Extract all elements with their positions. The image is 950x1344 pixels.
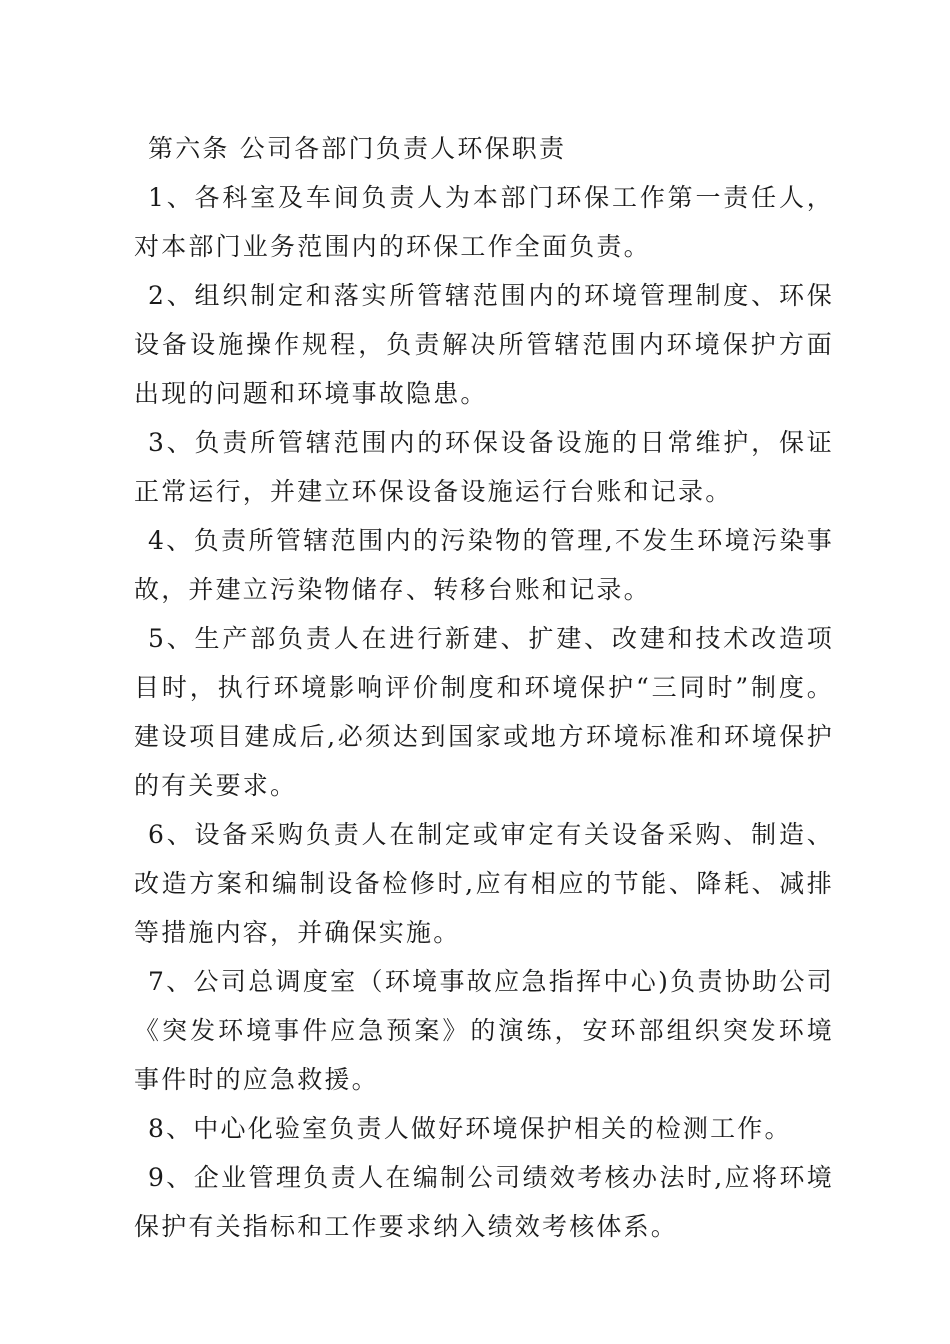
paragraph-6: 6、设备采购负责人在制定或审定有关设备采购、制造、改造方案和编制设备检修时,应有相应的节能、降耗、减排等措施内容，并确保实施。 (134, 820, 834, 947)
article-heading: 第六条 公司各部门负责人环保职责 (148, 134, 567, 163)
paragraph-7: 7、公司总调度室（环境事故应急指挥中心)负责协助公司《突发环境事件应急预案》的演练，安环部组织突发环境事件时的应急救援。 (134, 967, 834, 1094)
article-body (134, 124, 834, 1251)
paragraph-5: 5、生产部负责人在进行新建、扩建、改建和技术改造项目时，执行环境影响评价制度和环境保护“三同时”制度。建设项目建成后,必须达到国家或地方环境标准和环境保护的有关要求。 (134, 624, 834, 800)
paragraph-9: 9、企业管理负责人在编制公司绩效考核办法时,应将环境保护有关指标和工作要求纳入绩效考核体系。 (134, 1163, 834, 1241)
paragraph-2: 2、组织制定和落实所管辖范围内的环境管理制度、环保设备设施操作规程，负责解决所管辖范围内环境保护方面出现的问题和环境事故隐患。 (134, 281, 834, 408)
paragraph-1: 1、各科室及车间负责人为本部门环保工作第一责任人，对本部门业务范围内的环保工作全面负责。 (134, 183, 834, 261)
paragraph-3: 3、负责所管辖范围内的环保设备设施的日常维护，保证正常运行，并建立环保设备设施运行台账和记录。 (134, 428, 834, 506)
paragraph-4: 4、负责所管辖范围内的污染物的管理,不发生环境污染事故，并建立污染物储存、转移台账和记录。 (134, 526, 834, 604)
paragraph-8: 8、中心化验室负责人做好环境保护相关的检测工作。 (148, 1114, 792, 1143)
